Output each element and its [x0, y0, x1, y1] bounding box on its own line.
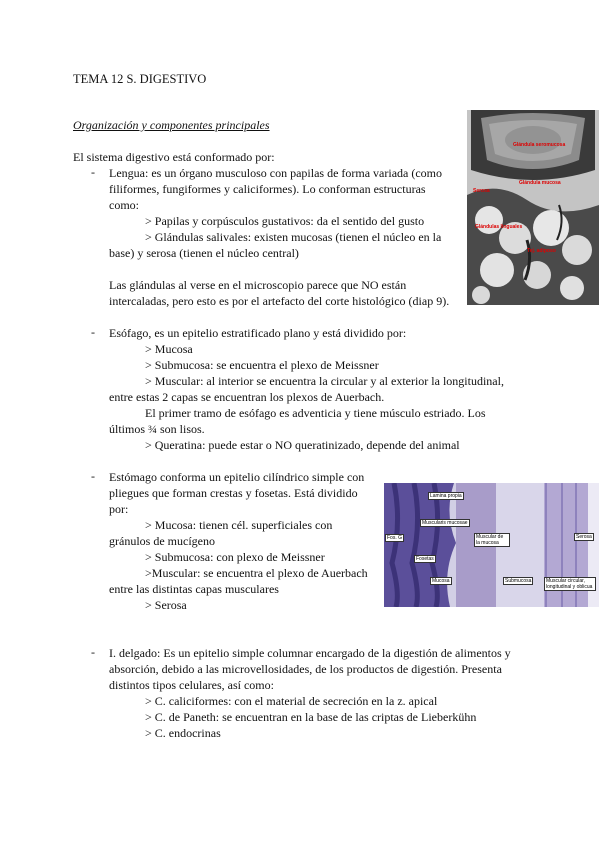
label-muscular-mucosa: Muscular de la mucosa: [474, 533, 510, 547]
intro-text: El sistema digestivo está conformado por:: [73, 150, 275, 164]
list-dash: -: [91, 165, 95, 179]
label-glandula-mucosa: Glándula mucosa: [519, 180, 561, 186]
lengua-line-7: Las glándulas al verse en el microscopio parece que NO están: [109, 278, 407, 292]
label-mucosa: Mucosa: [432, 578, 450, 584]
tongue-histology-graphic: [467, 110, 599, 305]
label-tej-adiposo: Tej. adiposo: [527, 248, 556, 254]
esofago-line-4: > Muscular: al interior se encuentra la circular y al exterior la longitudinal,: [145, 374, 504, 388]
intestino-line-6: > C. endocrinas: [145, 726, 221, 740]
list-dash: -: [91, 469, 95, 483]
intestino-line-5: > C. de Paneth: se encuentran en la base de las criptas de Lieberkühn: [145, 710, 477, 724]
label-submucosa: Submucosa: [505, 578, 532, 584]
label-muscularis-mucosae: Muscularis mucosae: [422, 520, 468, 526]
estomago-line-4: > Mucosa: tienen cél. superficiales con: [145, 518, 333, 532]
section-subtitle: Organización y componentes principales: [73, 118, 270, 132]
label-seromucosa: Glándula seromucosa: [513, 142, 566, 148]
label-lamina-propia: Lamina propia: [430, 493, 462, 499]
esofago-line-7: últimos ¾ son lisos.: [109, 422, 205, 436]
list-dash: -: [91, 325, 95, 339]
estomago-line-2: pliegues que forman crestas y fosetas. Está dividido: [109, 486, 358, 500]
esofago-line-1: Esófago, es un epitelio estratificado plano y está dividido por:: [109, 326, 407, 340]
esofago-line-8: > Queratina: puede estar o NO queratinizado, depende del animal: [145, 438, 460, 452]
label-serosa-fig1: Serosa: [473, 188, 490, 194]
lengua-line-1: Lengua: es un órgano musculoso con papilas de forma variada (como: [109, 166, 443, 180]
esofago-line-3: > Submucosa: se encuentra el plexo de Meissner: [145, 358, 379, 372]
page-title: TEMA 12 S. DIGESTIVO: [73, 72, 207, 86]
estomago-line-6: > Submucosa: con plexo de Meissner: [145, 550, 325, 564]
label-fos-g: Fos. G: [387, 535, 403, 541]
intestino-line-2: absorción, debido a las microvellosidades, de los productos de digestión. Presenta: [109, 662, 502, 676]
lengua-line-2: filiformes, fungiformes y caliciformes). Lo conforman estructuras: [109, 182, 426, 196]
label-glandulas-linguales: Glándulas linguales: [475, 224, 523, 230]
lengua-line-6: base) y serosa (tienen el núcleo central): [109, 246, 299, 260]
intestino-line-4: > C. caliciformes: con el material de secreción en la z. apical: [145, 694, 438, 708]
lengua-line-4: > Papilas y corpúsculos gustativos: da el sentido del gusto: [145, 214, 425, 228]
estomago-line-3: por:: [109, 502, 129, 516]
estomago-line-1: Estómago conforma un epitelio cilíndrico simple con: [109, 470, 365, 484]
estomago-line-8: entre las distintas capas musculares: [109, 582, 279, 596]
lengua-line-5: > Glándulas salivales: existen mucosas (tienen el núcleo en la: [145, 230, 442, 244]
esofago-line-2: > Mucosa: [145, 342, 193, 356]
stomach-histology-image: [384, 483, 599, 607]
label-muscular-capas: Muscular circular, longitudinal y oblicua: [544, 577, 596, 591]
estomago-line-9: > Serosa: [145, 598, 187, 612]
lengua-line-3: como:: [109, 198, 139, 212]
esofago-line-5: entre estas 2 capas se encuentran los plexos de Auerbach.: [109, 390, 385, 404]
esofago-line-6: El primer tramo de esófago es adventicia y tiene músculo estriado. Los: [145, 406, 486, 420]
estomago-line-7: >Muscular: se encuentra el plexo de Auerbach: [145, 566, 368, 580]
label-serosa-fig2: Serosa: [576, 534, 592, 540]
tongue-histology-image: [467, 110, 599, 305]
intestino-line-1: I. delgado: Es un epitelio simple columnar encargado de la digestión de alimentos y: [109, 646, 511, 660]
intestino-line-3: distintos tipos celulares, así como:: [109, 678, 274, 692]
estomago-line-5: gránulos de mucígeno: [109, 534, 215, 548]
list-dash: -: [91, 645, 95, 659]
label-fosetas: Fosetas: [416, 556, 434, 562]
lengua-line-8: intercaladas, pero esto es por el artefacto del corte histológico (diap 9).: [109, 294, 450, 308]
